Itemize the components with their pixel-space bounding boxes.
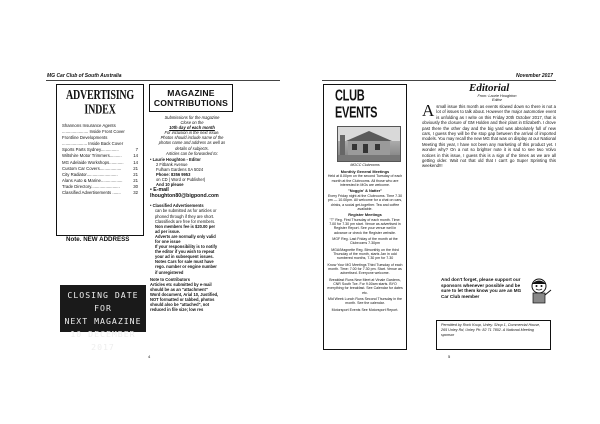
- events-list: [327, 170, 403, 312]
- advertiser-page: 21: [133, 165, 138, 171]
- event-block: [327, 237, 403, 246]
- header-rule-left: [46, 80, 280, 81]
- classified-line: Notes Cars for sale must have: [155, 259, 214, 265]
- contrib-line: details of subjects.: [175, 145, 209, 151]
- classified-line: ad per issue.: [155, 228, 181, 234]
- event-text: Held at 8.00pm on the second Tuesday of each month at the Clubrooms. All those who are interested in MGs are welcome.: [327, 174, 403, 188]
- advertising-index: [56, 84, 144, 236]
- classified-line: Non members fee is $20.00 per: [155, 223, 216, 229]
- advertiser-name: Frontline Developments: [62, 135, 108, 141]
- classified-label: Classified Advertisements: [152, 203, 204, 209]
- classified-line: if unregistered: [155, 269, 184, 275]
- event-heading: Monthly General Meetings: [340, 169, 390, 175]
- event-block: [327, 170, 403, 187]
- event-block: [327, 189, 403, 211]
- header-rule-right: [322, 80, 556, 81]
- club-events-title: CLUB EVENTS: [335, 88, 378, 122]
- advertiser-page: 32: [133, 190, 138, 196]
- advertiser-page: 14: [133, 159, 138, 165]
- advertiser-page: 21: [133, 171, 138, 177]
- note-list: [150, 282, 234, 313]
- event-text: MGF Reg. Last Friday of the month at the Clubrooms 7.30pm: [332, 236, 398, 246]
- editorial-text: small issue this month as events slowed down so there is not a lot of issues to talk about. However the major automotive event is unfolding as I write on this Friday 20th October 2017, that is obviously the closure of GM Holden and their plant in Elizabeth. I drove past there the other day and the big yard was absolutely full of new cars, I guess they will be the stop gap between the arrival of imported models. You may recall the new MG that was on display at our National Meeting this year, I have not been any marketing of this product yet. I wonder why? On a not so brighter note it is sad to see two Volvo notices in this issue, I guess this is a sign of the times as we are all getting older. Wait not that old that I can't go Super Sprinting this weekend!!!: [422, 104, 556, 169]
- byline-role: Editor: [492, 98, 502, 103]
- address-line: 2 Fitbank Avenue: [156, 161, 188, 167]
- editorial-body: [422, 101, 556, 169]
- advertiser-name: ..................... Inside Back Cover: [62, 141, 124, 147]
- contrib-line: Articles can be forwarded to:: [166, 150, 218, 156]
- contrib-line: Photos should include name of the: [160, 135, 224, 141]
- event-block: [327, 263, 403, 276]
- club-events-box: [323, 84, 407, 350]
- contrib-line: For inclusion in the next issue.: [164, 130, 220, 136]
- photo-caption: MGCC Clubrooms: [350, 163, 380, 167]
- classified-line: If your responsibility is to notify: [155, 244, 218, 250]
- event-block: [327, 248, 403, 261]
- email-label-text: E-mail: [153, 187, 169, 194]
- event-text: MGA/Magnette Reg. Bimonthly on the third Thursday of the month, starts Jan in odd numbered months, 7.30 pm for 7.30: [331, 247, 399, 261]
- note-line: should be as an "attachment": [150, 286, 208, 292]
- advertiser-name: MG Adelaide Workshops............: [62, 159, 124, 165]
- address-line: And 10 please: [156, 182, 184, 188]
- event-block: [327, 213, 403, 235]
- note-heading: Note to Contributors: [150, 276, 191, 282]
- advertiser-page: 7: [135, 147, 138, 153]
- contrib-deadline: 10th day of each month: [169, 125, 215, 131]
- page-number-right: 5: [448, 354, 451, 359]
- advertiser-name: Classified Advertisements .......: [62, 190, 121, 196]
- event-block: [327, 308, 403, 312]
- event-block: [327, 278, 403, 295]
- advertiser-name: Alans Auto & Marine..................: [62, 177, 123, 183]
- permit-box: [436, 320, 551, 350]
- contrib-line: Close on the: [180, 120, 204, 126]
- sponsor-promo: And don't forget, please support our sponsors whenever possible and be sure to let them know you are an MG Car Club member: [441, 277, 522, 299]
- advertiser-name: Custom Car Covers..................: [62, 165, 122, 171]
- advertising-title: ADVERTISING INDEX: [65, 88, 135, 118]
- event-heading: "Noggin' & Natter": [347, 188, 383, 194]
- permit-text: Permitted by Rock Koup, Unley. Shop 1, Commercial House, 265 Unley Rd, Unley Ph: 82 71 7802. A National Meeting sponsor: [441, 323, 541, 337]
- event-block: [327, 297, 403, 306]
- address-line: Fulham Gardens SA 5024: [156, 166, 204, 172]
- cartoon-mechanic-icon: [525, 276, 553, 306]
- classified-line: your ad in subsequent issues.: [155, 254, 214, 260]
- classified-line: the editor if you wish to repeat: [155, 249, 215, 255]
- event-heading: Register Meetings: [348, 212, 382, 218]
- classified-line: can be submitted as for articles or: [155, 208, 217, 214]
- advertiser-name: Sports Parts Sydney...............: [62, 147, 119, 153]
- event-text: Breakfast Runs New Meet at Vinale Gardens, CNR South Tce. For 9.00am starts. BYO everything for breakfast. See Calendar for dates etc.: [327, 277, 403, 295]
- building-icon: [338, 127, 400, 161]
- event-text: "T" Reg. First Thursday of each month. Time: 7.00 for 7.30 pm start. Venue as advertised in Register Report. See your venue well in advance or check the Register website.: [329, 217, 401, 235]
- advertiser-name: Wiltshire Motor Trimmers..........: [62, 153, 122, 159]
- email-address[interactable]: lhoughton80@bigpond.com: [150, 193, 219, 200]
- editor-contact: • Laurie Houghton - Editor: [150, 156, 201, 162]
- advertiser-page: 14: [133, 153, 138, 159]
- editor-label: Laurie Houghton - Editor: [152, 156, 201, 162]
- contributions-body: [150, 115, 234, 312]
- header-left: MG Car Club of South Australia: [47, 73, 122, 79]
- page-number-left: 4: [148, 354, 151, 359]
- advertiser-name: Trade Directory........................: [62, 183, 120, 189]
- closing-line-2: NEXT MAGAZINE: [64, 316, 142, 326]
- advertiser-page: 21: [133, 177, 138, 183]
- classified-line: for one issue: [155, 238, 181, 244]
- advertiser-name: Shannons Insurance Agents: [62, 123, 116, 128]
- closing-line-3: 10 DECEMBER 2017: [70, 329, 136, 352]
- advertiser-page: 30: [133, 183, 138, 189]
- event-text: Know Your MG Meetings Third Tuesday of each month. Time: 7.00 for 7.30 pm. Start. Venue as advertised. Everyone welcome.: [327, 262, 403, 276]
- dropcap: A: [422, 101, 435, 120]
- editorial-title: Editorial: [469, 82, 510, 94]
- new-address-note: Note. NEW ADDRESS: [66, 236, 130, 243]
- note-line: Articles etc submitted by e-mail: [150, 281, 212, 287]
- event-text: Mid Week Lunch Runs Second Thursday in the month. See the calendar.: [327, 297, 402, 306]
- header-right: November 2017: [516, 73, 553, 79]
- address-line: on CD ( Word or Publisher): [156, 177, 206, 183]
- note-line: should also be "attached", not: [150, 302, 210, 308]
- classified-line: Classifieds are free for members.: [155, 218, 216, 224]
- closing-line-1: CLOSING DATE FOR: [67, 290, 139, 313]
- closing-date-box: [60, 285, 146, 352]
- note-line: reduced in file size; low res: [150, 307, 204, 313]
- event-text: Every Friday night at the Clubrooms. Time 7.30 pm — 10.00pm. All welcome for a chat on cars, drinks, a social get-together. Tea and coffee available.: [327, 193, 403, 211]
- note-line: NOT formatted or tabbed, photos: [150, 297, 215, 302]
- note-line: Word document, Arial 10, Justified,: [150, 291, 219, 297]
- contributions-title-1: MAGAZINE: [167, 88, 215, 98]
- advertising-list: [62, 123, 138, 196]
- contrib-line: Submissions for the magazine: [164, 115, 220, 120]
- classified-line: phoned through if they are short.: [155, 213, 215, 219]
- contributions-title-box: [149, 84, 233, 112]
- classified-line: rego. number or engine number: [155, 264, 217, 270]
- clubrooms-photo: [337, 126, 401, 162]
- email-label: • E-mail: [150, 187, 169, 194]
- advertiser-name: ...................... Inside Front Cover: [62, 129, 125, 135]
- classified-heading: • Classified Advertisements: [150, 203, 204, 209]
- phone-line: Phone: 8356 9953: [156, 172, 191, 178]
- classified-line: Adverts are normally only valid: [155, 233, 216, 239]
- contrib-line: photos name and address as well as: [158, 140, 226, 146]
- classified-list: [150, 208, 234, 274]
- byline-from: From: Laurie Houghton: [477, 94, 517, 98]
- editorial-byline: [467, 94, 527, 103]
- contributions-title-2: CONTRIBUTIONS: [153, 98, 229, 108]
- advertising-item: [62, 190, 138, 196]
- event-text: Motorsport Events See Motorsport Report.: [331, 307, 399, 312]
- advertiser-name: City Radiator..........................: [62, 171, 118, 177]
